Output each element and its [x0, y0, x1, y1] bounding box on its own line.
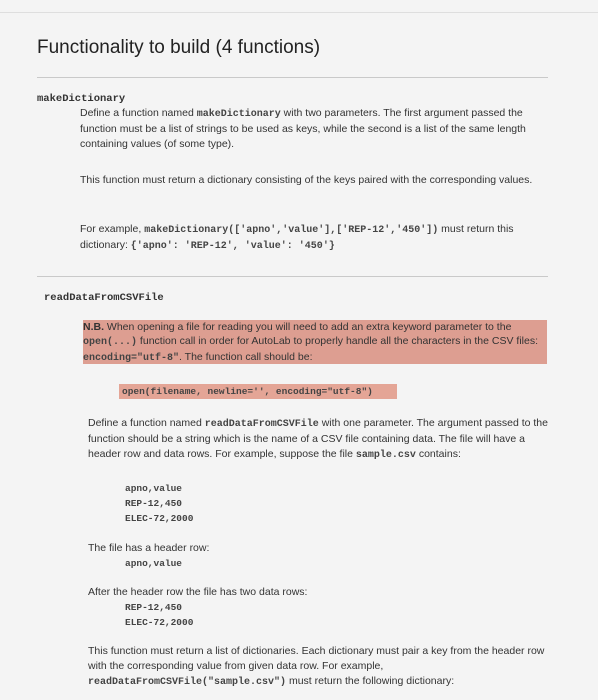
sample-line: REP-12,450	[125, 498, 183, 509]
data-rows-text: After the header row the file has two data rows:	[88, 586, 308, 598]
title-divider	[37, 77, 548, 78]
sample-line: ELEC-72,2000	[125, 513, 194, 524]
header-row-code: apno,value	[125, 558, 183, 569]
data-row-line: ELEC-72,2000	[125, 617, 194, 628]
top-divider	[0, 12, 598, 13]
read-csv-return: This function must return a list of dictionaries. Each dictionary must pair a key from the header row with the corresponding value from given data row. For example, readDataFromCSVFile("sample.csv") must return the following dictionary:	[88, 645, 545, 688]
section-heading-makeDictionary: makeDictionary	[37, 93, 126, 105]
encoding-note	[83, 320, 547, 364]
section-heading-readDataFromCSVFile: readDataFromCSVFile	[44, 292, 164, 304]
encoding-note-text: N.B. When opening a file for reading you will need to add an extra keyword parameter to the open(...) function call in order for AutoLab to properly handle all the characters in the CSV files: encoding="utf-8". The function call should be:	[83, 321, 538, 364]
open-call-code: open(filename, newline='', encoding="utf-8")	[122, 386, 373, 397]
sample-line: apno,value	[125, 483, 183, 494]
read-csv-description: Define a function named readDataFromCSVFile with one parameter. The argument passed to the function should be a string which is the name of a CSV file containing data. The file will have a header row and data rows. For example, suppose the file sample.csv contains:	[88, 417, 548, 461]
header-row-text: The file has a header row:	[88, 542, 210, 554]
data-row-line: REP-12,450	[125, 602, 183, 613]
make-dictionary-description: Define a function named makeDictionary with two parameters. The first argument passed the function must be a list of strings to be used as keys, while the second is a list of the same length containing values (of some type).	[80, 107, 526, 150]
make-dictionary-example: For example, makeDictionary(['apno','value'],['REP-12','450']) must return this dictionary: {'apno': 'REP-12', 'value': '450'}	[80, 223, 514, 252]
page-title: Functionality to build (4 functions)	[37, 37, 321, 58]
make-dictionary-return: This function must return a dictionary consisting of the keys paired with the corresponding values.	[80, 174, 533, 186]
section-divider	[37, 276, 548, 277]
